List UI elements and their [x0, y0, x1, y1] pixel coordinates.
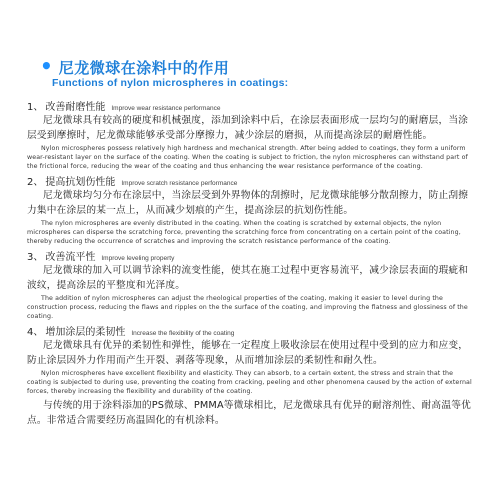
section-heading [27, 323, 476, 338]
section-body-en: The nylon microspheres are evenly distributed in the coating. When the coating is scratched by external objects, the nylon microspheres can disperse the scratching force, preventing the scratching force from concentrating on a certain point of the coating, thereby reducing the occurrence of scratches and improving the scratch resistance performance of the coating. [27, 220, 461, 245]
page-title-en: Functions of nylon microspheres in coatings: [52, 77, 289, 89]
section-title-cn: 增加涂层的柔韧性 [45, 327, 126, 338]
section-body-en: Nylon microspheres have excellent flexibility and elasticity. They can absorb, to a certain extent, the stress and strain that the coating is subjected to during use, preventing the coating from cracking, peeling and other phenomena caused by the action of external forces, thereby increasing the flexibility and durability of the coating. [27, 370, 472, 395]
section-number: 1、 [27, 102, 44, 113]
section-title-cn: 提高抗划伤性能 [45, 177, 116, 188]
section-body-cn: 尼龙微球具有较高的硬度和机械强度，添加到涂料中后，在涂层表面形成一层均匀的耐磨层，当涂层受到摩擦时，尼龙微球能够承受部分摩擦力，减少涂层的磨损，从而提高涂层的耐磨性能。 [27, 115, 469, 141]
page-title-cn: 尼龙微球在涂料中的作用 [58, 59, 230, 77]
section-body-cn: 尼龙微球具有优异的柔韧性和弹性，能够在一定程度上吸收涂层在使用过程中受到的应力和应变，防止涂层因外力作用而产生开裂、剥落等现象，从而增加涂层的柔韧性和耐久性。 [27, 340, 469, 366]
section-title-en: Increase the flexibility of the coating [131, 330, 235, 337]
section-title-en: Improve scratch resistance performance [121, 180, 238, 187]
closing-paragraph-cn: 与传统的用于涂料添加的PS微球、PMMA等微球相比，尼龙微球具有优异的耐溶剂性、耐高温等优点。非常适合需要经历高温固化的有机涂料。 [27, 400, 471, 426]
section-number: 2、 [27, 177, 44, 188]
section-title-en: Improve leveling property [101, 255, 175, 262]
section-body-en: Nylon microspheres possess relatively high hardness and mechanical strength. After being added to coatings, they form a uniform wear-resistant layer on the surface of the coating. When the coating is subject to friction, the nylon microspheres can withstand part of the frictional force, reducing the wear of the coating and thus enhancing the wear resistance performance of the coating. [27, 145, 468, 170]
section-title-cn: 改善流平性 [45, 252, 96, 263]
content [27, 96, 476, 428]
section-body-cn: 尼龙微球的加入可以调节涂料的流变性能，使其在施工过程中更容易流平，减少涂层表面的瑕疵和波纹，提高涂层的平整度和光泽度。 [27, 265, 469, 291]
section-number: 3、 [27, 252, 44, 263]
section-body-en: The addition of nylon microspheres can adjust the rheological properties of the coating, making it easier to level during the construction process, reducing the flaws and ripples on the the surface of the coating, and improving the flatness and glossiness of the coating. [27, 295, 468, 320]
section-body-cn: 尼龙微球均匀分布在涂层中，当涂层受到外界物体的刮擦时，尼龙微球能够分散刮擦力，防止刮擦力集中在涂层的某一点上，从而减少划痕的产生，提高涂层的抗划伤性能。 [27, 190, 469, 216]
section-title-cn: 改善耐磨性能 [45, 102, 106, 113]
section-number: 4、 [27, 327, 44, 338]
title-bullet-icon: • [40, 54, 53, 78]
section-title-en: Improve wear resistance performance [111, 105, 221, 112]
section-heading [27, 173, 476, 188]
title-row [40, 56, 229, 78]
section-heading [27, 248, 476, 263]
section-heading [27, 98, 476, 113]
